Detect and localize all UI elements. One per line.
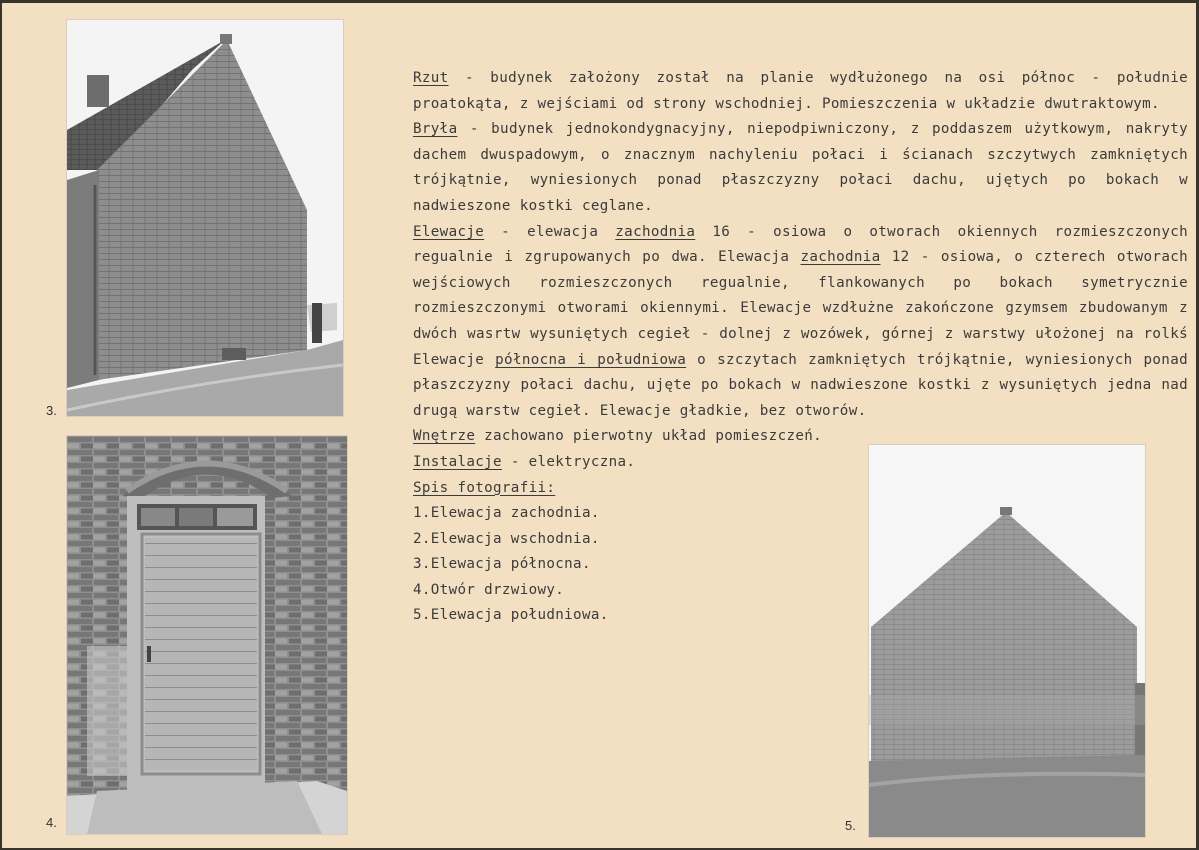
heading-rzut: Rzut — [413, 70, 449, 86]
elewacje-text-1: - elewacja — [484, 223, 616, 240]
list-item: 2.Elewacja wschodnia. — [413, 530, 600, 547]
album-page — [2, 3, 1196, 848]
rzut-text: - budynek założony został na planie wydłużonego na osi północ - południe proatokąta, z wejściami od strony wschodniej. Pomieszczenia w układzie dwutraktowym. — [413, 70, 1188, 112]
photo-list — [413, 501, 1188, 629]
wnetrze-text: zachowano pierwotny układ pomieszczeń. — [475, 428, 823, 445]
heading-bryla: Bryła — [413, 121, 458, 138]
instalacje-text: - elektryczna. — [501, 453, 636, 470]
underlined-west-1: zachodnia — [615, 223, 696, 240]
paragraph-instalacje — [413, 450, 1188, 476]
paragraph-wnetrze — [413, 424, 1188, 450]
heading-instalacje: Instalacje — [413, 453, 502, 470]
paragraph-spis — [413, 476, 1188, 502]
underlined-west-2: zachodnia — [800, 249, 881, 266]
description-text — [413, 66, 1188, 629]
heading-spis-fotografii: Spis fotografii: — [413, 479, 556, 496]
photo-4-number: 4. — [46, 815, 57, 830]
elewacje-text-3: 12 - osiowa, o czterech otworach wejściowych rozmieszczonych regualnie, flankowanych po bokach symetrycznie rozmieszczonymi otworami okiennymi. Elewacje wzdłużne zakończone gzymsem zbudowanym z dwóch wasrtw wysuniętych cegieł - dolnej z wozówek, górnej z warstwy ułożonej na rolkś Elewacje — [413, 249, 1188, 368]
photo-5-number: 5. — [845, 818, 856, 833]
underlined-north-south: północna i południowa — [495, 351, 687, 368]
heading-elewacje: Elewacje — [413, 223, 485, 240]
paragraph-elewacje — [413, 220, 1188, 425]
paragraph-rzut — [413, 66, 1188, 117]
heading-wnetrze: Wnętrze — [413, 428, 476, 445]
list-item: 5.Elewacja południowa. — [413, 607, 609, 624]
list-item: 4.Otwór drzwiowy. — [413, 581, 565, 598]
paragraph-bryla — [413, 117, 1188, 219]
elewacje-text-4: o szczytach zamkniętych trójkątnie, wyniesionych ponad płaszczyzny połaci dachu, ujęte po bokach w nadwieszone kostki z wysuniętych jedna nad drugą warstw cegieł. Elewacje gładkie, bez otworów. — [413, 351, 1188, 419]
photo-3-number: 3. — [46, 403, 57, 418]
bryla-text: - budynek jednokondygnacyjny, niepodpiwniczony, z poddaszem użytkowym, nakryty dachem dwuspadowym, o znacznym nachyleniu połaci i ścianach szczytwych zamkniętych trójkątnie, wyniesionych ponad płaszczyzny połaci dachu, ujętych po bokach w nadwieszone kostki ceglane. — [413, 121, 1188, 214]
photo-4-door-opening — [66, 435, 348, 835]
list-item: 1.Elewacja zachodnia. — [413, 505, 600, 522]
elewacje-text-2: 16 - osiowa o otworach okiennych rozmieszczonych regualnie i zgrupowanych po dwa. Elewacja — [413, 223, 1188, 266]
photo-3-north-elevation — [66, 19, 344, 417]
list-item: 3.Elewacja północna. — [413, 556, 591, 573]
